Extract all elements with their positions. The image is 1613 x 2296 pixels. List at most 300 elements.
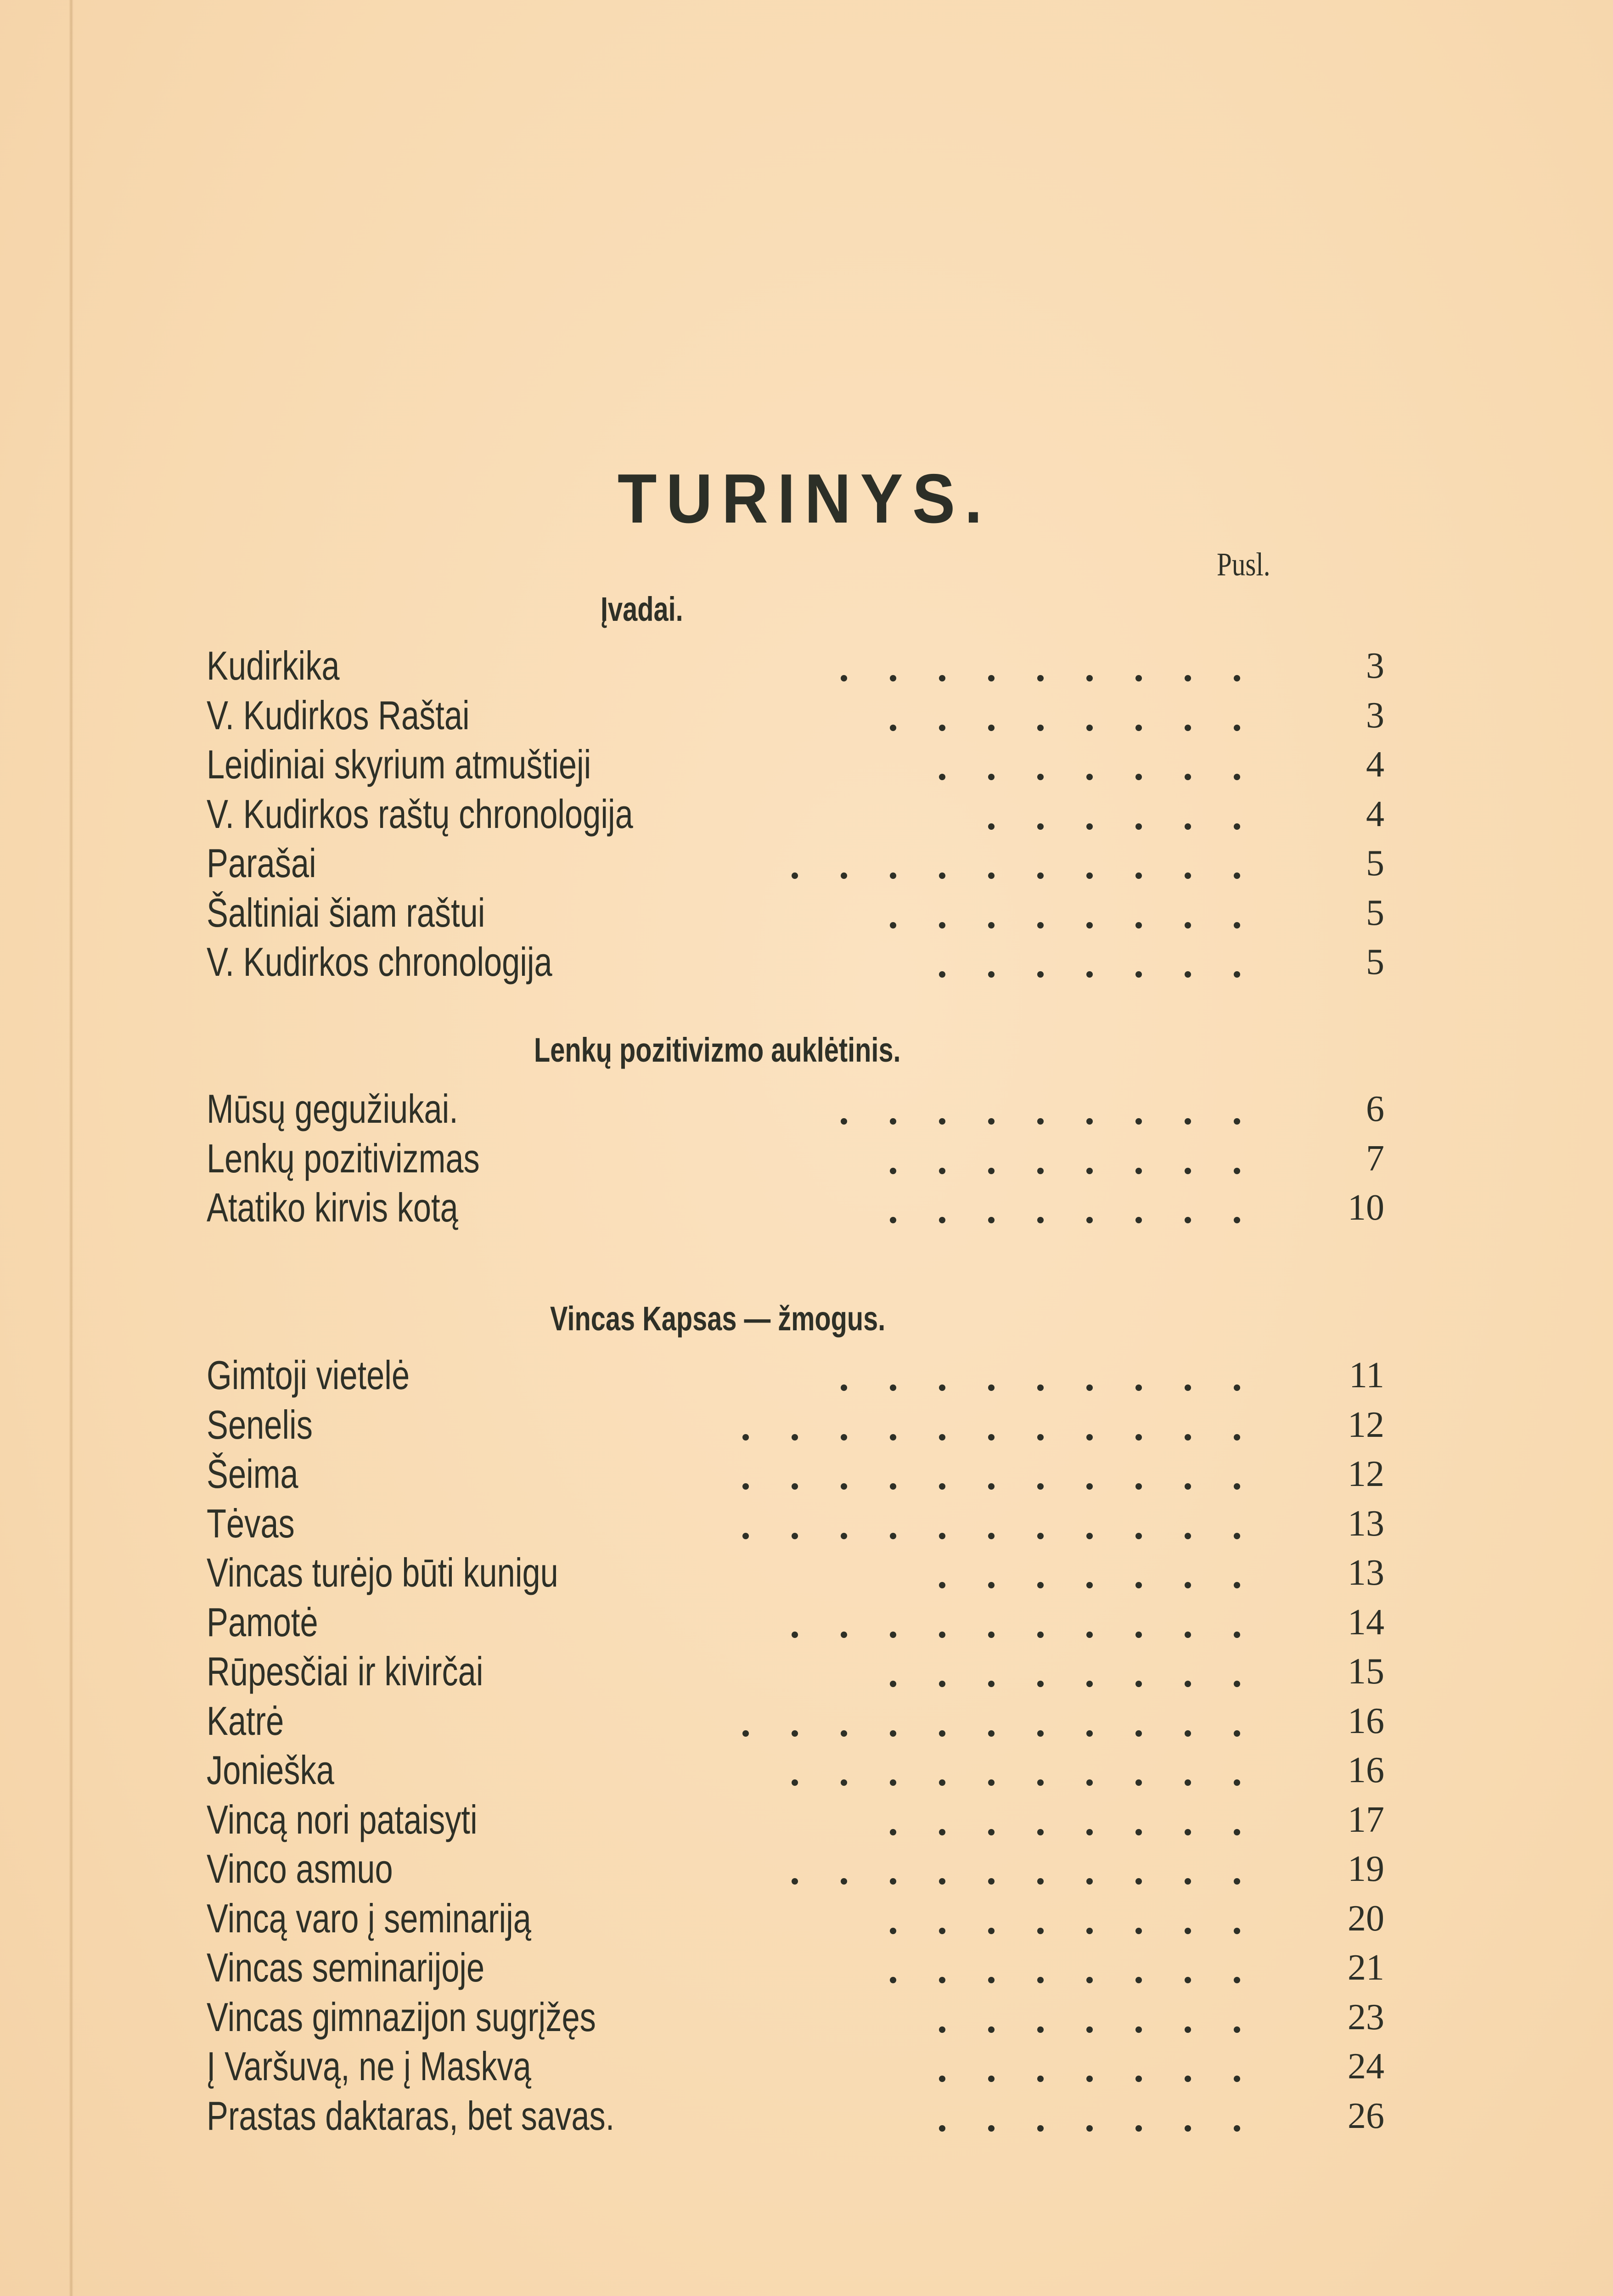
toc-entry-title: Vincas seminarijoje bbox=[207, 1945, 485, 1990]
toc-entry-title: Senelis bbox=[207, 1401, 313, 1447]
toc-entry[interactable] bbox=[207, 1501, 1384, 1547]
leader-dot bbox=[967, 1352, 1016, 1398]
leader-dot bbox=[868, 1846, 917, 1892]
leader-dot bbox=[967, 1994, 1016, 2040]
leader-dot bbox=[1163, 643, 1212, 689]
leader-dot bbox=[1016, 1402, 1065, 1448]
toc-entry-page-number: 15 bbox=[1348, 1651, 1384, 1692]
leader-dot bbox=[1163, 939, 1212, 985]
leader-dot bbox=[1065, 1599, 1114, 1645]
leader-dot bbox=[1065, 1896, 1114, 1941]
toc-entry-page-number: 19 bbox=[1348, 1849, 1384, 1889]
leader-dot bbox=[1065, 692, 1114, 738]
leader-dot bbox=[1212, 1994, 1261, 2040]
toc-entry-page-number: 4 bbox=[1366, 793, 1384, 834]
leader-dot bbox=[868, 1086, 917, 1132]
leader-dot bbox=[967, 2043, 1016, 2089]
toc-entry-title: Kudirkika bbox=[207, 643, 340, 688]
leader-dot bbox=[917, 939, 967, 985]
leader-dot bbox=[1114, 1994, 1163, 2040]
leader-dot bbox=[1016, 2043, 1065, 2089]
leader-dot bbox=[917, 1501, 967, 1547]
toc-entry[interactable] bbox=[207, 643, 1384, 689]
leader-dot bbox=[967, 1846, 1016, 1892]
leader-dot bbox=[1163, 1994, 1212, 2040]
leader-dot bbox=[1065, 742, 1114, 788]
leader-dot bbox=[967, 1086, 1016, 1132]
toc-entry-title: Vincą varo į seminariją bbox=[207, 1895, 531, 1941]
leader-dot bbox=[819, 1599, 868, 1645]
leader-dot bbox=[1114, 1599, 1163, 1645]
leader-dot bbox=[1016, 1896, 1065, 1941]
toc-entry[interactable] bbox=[207, 1846, 1384, 1892]
page-fold-line bbox=[69, 0, 73, 2296]
toc-entry[interactable] bbox=[207, 1352, 1384, 1398]
leader-dot bbox=[967, 939, 1016, 985]
toc-entry-page-number: 6 bbox=[1366, 1089, 1384, 1129]
leader-dot bbox=[1114, 692, 1163, 738]
leader-dot bbox=[1016, 939, 1065, 985]
leader-dot bbox=[1163, 1086, 1212, 1132]
leader-dot bbox=[819, 643, 868, 689]
dot-leader bbox=[721, 1501, 1261, 1547]
leader-dot bbox=[1016, 1501, 1065, 1547]
toc-entry[interactable] bbox=[207, 1945, 1384, 1991]
leader-dot bbox=[1212, 2093, 1261, 2139]
leader-dot bbox=[917, 1599, 967, 1645]
toc-entry-title: Tėvas bbox=[207, 1500, 295, 1546]
leader-dot bbox=[1016, 643, 1065, 689]
toc-entry[interactable] bbox=[207, 1136, 1384, 1182]
leader-dot bbox=[917, 1896, 967, 1941]
leader-dot bbox=[1065, 1402, 1114, 1448]
leader-dot bbox=[1065, 1698, 1114, 1744]
leader-dot bbox=[1163, 1747, 1212, 1793]
leader-dot bbox=[967, 1501, 1016, 1547]
toc-entry-page-number: 4 bbox=[1366, 744, 1384, 785]
leader-dot bbox=[967, 791, 1016, 837]
leader-dot bbox=[1163, 1185, 1212, 1231]
leader-dot bbox=[967, 1136, 1016, 1182]
leader-dot bbox=[770, 1846, 819, 1892]
leader-dot bbox=[1114, 1136, 1163, 1182]
leader-dot bbox=[721, 1402, 770, 1448]
toc-entry[interactable] bbox=[207, 791, 1384, 837]
toc-entry[interactable] bbox=[207, 742, 1384, 788]
toc-entry-page-number: 13 bbox=[1348, 1553, 1384, 1593]
dot-leader bbox=[868, 1649, 1261, 1694]
leader-dot bbox=[1114, 939, 1163, 985]
leader-dot bbox=[967, 692, 1016, 738]
leader-dot bbox=[770, 1599, 819, 1645]
leader-dot bbox=[967, 1451, 1016, 1497]
dot-leader bbox=[770, 840, 1261, 886]
leader-dot bbox=[1065, 2043, 1114, 2089]
leader-dot bbox=[1114, 890, 1163, 936]
toc-entry[interactable] bbox=[207, 1402, 1384, 1448]
leader-dot bbox=[1016, 1599, 1065, 1645]
leader-dot bbox=[967, 1896, 1016, 1941]
leader-dot bbox=[1065, 1136, 1114, 1182]
leader-dot bbox=[1016, 1698, 1065, 1744]
leader-dot bbox=[868, 643, 917, 689]
leader-dot bbox=[868, 840, 917, 886]
leader-dot bbox=[1065, 1451, 1114, 1497]
leader-dot bbox=[1212, 1649, 1261, 1694]
dot-leader bbox=[917, 1994, 1261, 2040]
leader-dot bbox=[1163, 2043, 1212, 2089]
leader-dot bbox=[1065, 2093, 1114, 2139]
leader-dot bbox=[1065, 791, 1114, 837]
leader-dot bbox=[1212, 1846, 1261, 1892]
toc-entry-page-number: 3 bbox=[1366, 646, 1384, 686]
leader-dot bbox=[1163, 692, 1212, 738]
toc-entry-title: Vinco asmuo bbox=[207, 1846, 393, 1891]
leader-dot bbox=[1212, 1896, 1261, 1941]
leader-dot bbox=[868, 1797, 917, 1843]
leader-dot bbox=[1114, 742, 1163, 788]
toc-entry[interactable] bbox=[207, 1747, 1384, 1793]
leader-dot bbox=[819, 840, 868, 886]
dot-leader bbox=[721, 1451, 1261, 1497]
leader-dot bbox=[1016, 1649, 1065, 1694]
leader-dot bbox=[1016, 1550, 1065, 1596]
leader-dot bbox=[770, 1501, 819, 1547]
leader-dot bbox=[868, 1402, 917, 1448]
dot-leader bbox=[917, 939, 1261, 985]
leader-dot bbox=[721, 1501, 770, 1547]
leader-dot bbox=[917, 643, 967, 689]
dot-leader bbox=[770, 1747, 1261, 1793]
leader-dot bbox=[1163, 1698, 1212, 1744]
dot-leader bbox=[770, 1599, 1261, 1645]
leader-dot bbox=[770, 1451, 819, 1497]
leader-dot bbox=[1114, 643, 1163, 689]
dot-leader bbox=[819, 1352, 1261, 1398]
leader-dot bbox=[721, 1451, 770, 1497]
dot-leader bbox=[868, 890, 1261, 936]
leader-dot bbox=[917, 1698, 967, 1744]
toc-entry-page-number: 17 bbox=[1348, 1799, 1384, 1840]
toc-entry-page-number: 16 bbox=[1348, 1750, 1384, 1790]
dot-leader bbox=[868, 1945, 1261, 1991]
leader-dot bbox=[1114, 1451, 1163, 1497]
toc-entry-title: Pamotė bbox=[207, 1599, 318, 1645]
leader-dot bbox=[1212, 742, 1261, 788]
toc-entry-page-number: 14 bbox=[1348, 1602, 1384, 1643]
leader-dot bbox=[917, 742, 967, 788]
leader-dot bbox=[967, 1747, 1016, 1793]
leader-dot bbox=[917, 1945, 967, 1991]
toc-entry-page-number: 16 bbox=[1348, 1700, 1384, 1741]
leader-dot bbox=[1212, 1501, 1261, 1547]
leader-dot bbox=[868, 1185, 917, 1231]
leader-dot bbox=[868, 1896, 917, 1941]
leader-dot bbox=[868, 1698, 917, 1744]
leader-dot bbox=[819, 1352, 868, 1398]
leader-dot bbox=[1016, 791, 1065, 837]
leader-dot bbox=[1163, 840, 1212, 886]
leader-dot bbox=[1163, 1501, 1212, 1547]
section-heading: Vincas Kapsas — žmogus. bbox=[550, 1300, 886, 1338]
leader-dot bbox=[967, 1185, 1016, 1231]
leader-dot bbox=[1163, 1945, 1212, 1991]
leader-dot bbox=[868, 1945, 917, 1991]
toc-entry-page-number: 26 bbox=[1348, 2095, 1384, 2136]
toc-entry-page-number: 13 bbox=[1348, 1503, 1384, 1544]
leader-dot bbox=[917, 1747, 967, 1793]
leader-dot bbox=[1114, 1086, 1163, 1132]
toc-entry-page-number: 20 bbox=[1348, 1898, 1384, 1939]
page-column-header: Pusl. bbox=[1217, 546, 1270, 583]
leader-dot bbox=[1212, 840, 1261, 886]
dot-leader bbox=[770, 1846, 1261, 1892]
leader-dot bbox=[1114, 791, 1163, 837]
toc-entry-page-number: 10 bbox=[1348, 1187, 1384, 1228]
leader-dot bbox=[1212, 1185, 1261, 1231]
leader-dot bbox=[917, 1649, 967, 1694]
leader-dot bbox=[1163, 1550, 1212, 1596]
toc-entry-page-number: 3 bbox=[1366, 695, 1384, 736]
leader-dot bbox=[1016, 1352, 1065, 1398]
toc-entry-title: Vincas turėjo būti kunigu bbox=[207, 1550, 558, 1595]
toc-entry[interactable] bbox=[207, 1698, 1384, 1744]
leader-dot bbox=[1065, 1550, 1114, 1596]
leader-dot bbox=[1163, 1451, 1212, 1497]
dot-leader bbox=[967, 791, 1261, 837]
leader-dot bbox=[1212, 1086, 1261, 1132]
toc-entry-title: Leidiniai skyrium atmuštieji bbox=[207, 742, 591, 787]
toc-entry-title: Vincas gimnazijon sugrįžęs bbox=[207, 1994, 596, 2040]
dot-leader bbox=[917, 742, 1261, 788]
leader-dot bbox=[1114, 2043, 1163, 2089]
leader-dot bbox=[1065, 1846, 1114, 1892]
toc-entry[interactable] bbox=[207, 1185, 1384, 1231]
dot-leader bbox=[868, 1136, 1261, 1182]
toc-entry-page-number: 12 bbox=[1348, 1404, 1384, 1445]
leader-dot bbox=[967, 890, 1016, 936]
leader-dot bbox=[868, 1451, 917, 1497]
dot-leader bbox=[917, 2093, 1261, 2139]
leader-dot bbox=[967, 643, 1016, 689]
toc-entry-title: Katrė bbox=[207, 1698, 284, 1744]
leader-dot bbox=[1114, 840, 1163, 886]
leader-dot bbox=[1212, 890, 1261, 936]
toc-entry-title: V. Kudirkos Raštai bbox=[207, 692, 470, 738]
dot-leader bbox=[868, 1797, 1261, 1843]
leader-dot bbox=[1212, 1136, 1261, 1182]
leader-dot bbox=[1212, 1945, 1261, 1991]
leader-dot bbox=[917, 1797, 967, 1843]
leader-dot bbox=[967, 1649, 1016, 1694]
leader-dot bbox=[868, 1136, 917, 1182]
toc-entry[interactable] bbox=[207, 1451, 1384, 1497]
toc-entry[interactable] bbox=[207, 890, 1384, 936]
leader-dot bbox=[1114, 1185, 1163, 1231]
toc-entry-title: Rūpesčiai ir kivirčai bbox=[207, 1649, 483, 1694]
toc-entry-page-number: 5 bbox=[1366, 942, 1384, 982]
toc-entry[interactable] bbox=[207, 2093, 1384, 2139]
leader-dot bbox=[1114, 1352, 1163, 1398]
leader-dot bbox=[868, 1649, 917, 1694]
leader-dot bbox=[967, 1797, 1016, 1843]
leader-dot bbox=[1163, 1402, 1212, 1448]
toc-entry[interactable] bbox=[207, 1599, 1384, 1645]
toc-entry[interactable] bbox=[207, 2043, 1384, 2089]
leader-dot bbox=[1016, 1747, 1065, 1793]
leader-dot bbox=[1065, 1649, 1114, 1694]
toc-entry-title: Mūsų gegužiukai. bbox=[207, 1086, 458, 1131]
leader-dot bbox=[1065, 1086, 1114, 1132]
leader-dot bbox=[1163, 1896, 1212, 1941]
leader-dot bbox=[1016, 890, 1065, 936]
leader-dot bbox=[721, 1698, 770, 1744]
leader-dot bbox=[1065, 1747, 1114, 1793]
toc-entry-title: V. Kudirkos raštų chronologija bbox=[207, 791, 633, 837]
leader-dot bbox=[868, 1599, 917, 1645]
leader-dot bbox=[819, 1747, 868, 1793]
toc-entry-page-number: 5 bbox=[1366, 892, 1384, 933]
leader-dot bbox=[1065, 840, 1114, 886]
leader-dot bbox=[1016, 692, 1065, 738]
leader-dot bbox=[770, 840, 819, 886]
leader-dot bbox=[1114, 1501, 1163, 1547]
dot-leader bbox=[917, 2043, 1261, 2089]
leader-dot bbox=[1212, 1747, 1261, 1793]
leader-dot bbox=[1016, 1846, 1065, 1892]
leader-dot bbox=[819, 1451, 868, 1497]
dot-leader bbox=[868, 692, 1261, 738]
leader-dot bbox=[967, 1550, 1016, 1596]
leader-dot bbox=[1212, 692, 1261, 738]
leader-dot bbox=[1212, 939, 1261, 985]
toc-entry[interactable] bbox=[207, 1649, 1384, 1694]
leader-dot bbox=[1016, 1451, 1065, 1497]
leader-dot bbox=[1114, 1945, 1163, 1991]
leader-dot bbox=[868, 1747, 917, 1793]
leader-dot bbox=[917, 1136, 967, 1182]
dot-leader bbox=[819, 643, 1261, 689]
leader-dot bbox=[1065, 1352, 1114, 1398]
leader-dot bbox=[1212, 1352, 1261, 1398]
leader-dot bbox=[967, 840, 1016, 886]
toc-entry-title: Prastas daktaras, bet savas. bbox=[207, 2093, 615, 2138]
leader-dot bbox=[1016, 2093, 1065, 2139]
leader-dot bbox=[1163, 890, 1212, 936]
dot-leader bbox=[868, 1185, 1261, 1231]
leader-dot bbox=[1016, 1086, 1065, 1132]
section-heading: Įvadai. bbox=[601, 590, 683, 628]
leader-dot bbox=[917, 1352, 967, 1398]
leader-dot bbox=[1065, 1501, 1114, 1547]
toc-entry-page-number: 11 bbox=[1349, 1355, 1384, 1396]
toc-entry-title: Jonieška bbox=[207, 1747, 334, 1793]
toc-entry-page-number: 5 bbox=[1366, 843, 1384, 884]
leader-dot bbox=[917, 840, 967, 886]
leader-dot bbox=[819, 1846, 868, 1892]
toc-entry[interactable] bbox=[207, 1086, 1384, 1132]
leader-dot bbox=[1212, 791, 1261, 837]
toc-title: TURINYS. bbox=[618, 460, 992, 538]
section-heading: Lenkų pozitivizmo auklėtinis. bbox=[534, 1031, 901, 1069]
toc-entry-title: Į Varšuvą, ne į Maskvą bbox=[207, 2043, 531, 2089]
leader-dot bbox=[770, 1747, 819, 1793]
leader-dot bbox=[917, 1402, 967, 1448]
leader-dot bbox=[868, 692, 917, 738]
leader-dot bbox=[967, 742, 1016, 788]
toc-entry[interactable] bbox=[207, 840, 1384, 886]
toc-entry[interactable] bbox=[207, 692, 1384, 738]
leader-dot bbox=[1212, 2043, 1261, 2089]
toc-entry[interactable] bbox=[207, 1797, 1384, 1843]
leader-dot bbox=[1016, 1797, 1065, 1843]
leader-dot bbox=[1163, 1352, 1212, 1398]
leader-dot bbox=[1114, 1896, 1163, 1941]
leader-dot bbox=[1065, 643, 1114, 689]
toc-entry[interactable] bbox=[207, 1896, 1384, 1941]
leader-dot bbox=[1016, 742, 1065, 788]
leader-dot bbox=[1163, 791, 1212, 837]
leader-dot bbox=[868, 1501, 917, 1547]
leader-dot bbox=[917, 1086, 967, 1132]
toc-entry-page-number: 21 bbox=[1348, 1947, 1384, 1988]
toc-entry[interactable] bbox=[207, 1994, 1384, 2040]
toc-entry-title: V. Kudirkos chronologija bbox=[207, 939, 552, 985]
leader-dot bbox=[1212, 1451, 1261, 1497]
leader-dot bbox=[1212, 1599, 1261, 1645]
leader-dot bbox=[1065, 1797, 1114, 1843]
dot-leader bbox=[721, 1402, 1261, 1448]
toc-entry-title: Atatiko kirvis kotą bbox=[207, 1185, 458, 1230]
dot-leader bbox=[868, 1896, 1261, 1941]
leader-dot bbox=[1114, 1797, 1163, 1843]
leader-dot bbox=[770, 1402, 819, 1448]
leader-dot bbox=[1163, 1797, 1212, 1843]
leader-dot bbox=[1016, 1994, 1065, 2040]
leader-dot bbox=[1016, 1185, 1065, 1231]
leader-dot bbox=[1212, 1402, 1261, 1448]
leader-dot bbox=[967, 1945, 1016, 1991]
leader-dot bbox=[819, 1698, 868, 1744]
toc-entry-title: Parašai bbox=[207, 840, 316, 886]
leader-dot bbox=[1163, 1599, 1212, 1645]
leader-dot bbox=[819, 1501, 868, 1547]
toc-entry[interactable] bbox=[207, 1550, 1384, 1596]
leader-dot bbox=[967, 1402, 1016, 1448]
leader-dot bbox=[1163, 742, 1212, 788]
toc-entry-page-number: 7 bbox=[1366, 1138, 1384, 1179]
leader-dot bbox=[967, 2093, 1016, 2139]
leader-dot bbox=[1163, 2093, 1212, 2139]
leader-dot bbox=[1114, 1698, 1163, 1744]
leader-dot bbox=[1065, 1185, 1114, 1231]
dot-leader bbox=[819, 1086, 1261, 1132]
toc-entry-title: Gimtoji vietelė bbox=[207, 1352, 410, 1398]
leader-dot bbox=[1212, 1550, 1261, 1596]
leader-dot bbox=[1114, 1649, 1163, 1694]
leader-dot bbox=[917, 1550, 967, 1596]
leader-dot bbox=[868, 890, 917, 936]
toc-entry-title: Vincą nori pataisyti bbox=[207, 1796, 478, 1842]
toc-entry[interactable] bbox=[207, 939, 1384, 985]
leader-dot bbox=[1114, 2093, 1163, 2139]
dot-leader bbox=[721, 1698, 1261, 1744]
leader-dot bbox=[917, 1846, 967, 1892]
toc-entry-title: Šaltiniai šiam raštui bbox=[207, 889, 485, 935]
toc-entry-title: Lenkų pozitivizmas bbox=[207, 1135, 480, 1181]
leader-dot bbox=[917, 1185, 967, 1231]
leader-dot bbox=[1065, 1994, 1114, 2040]
